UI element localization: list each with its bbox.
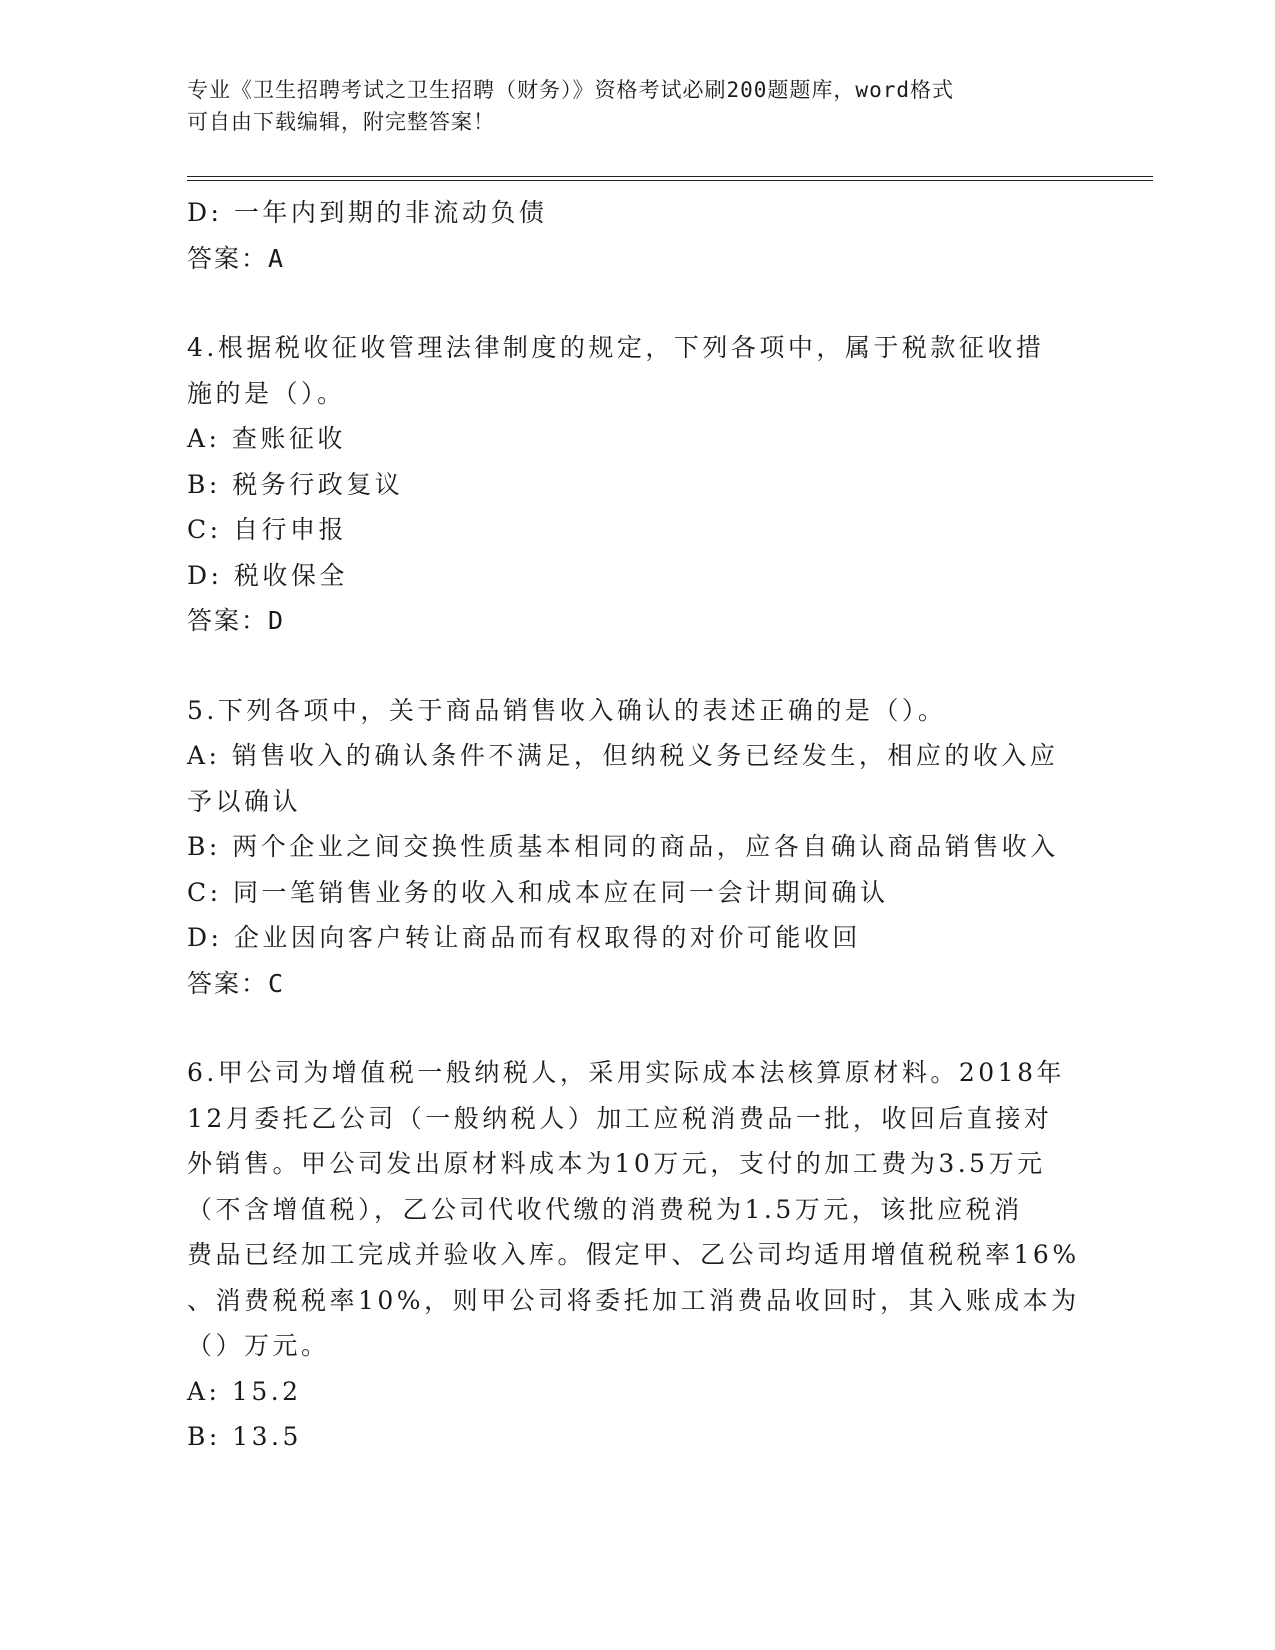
- q5-option-a-line-1: A: 销售收入的确认条件不满足，但纳税义务已经发生，相应的收入应: [187, 741, 1059, 770]
- q3-answer-value: A: [268, 243, 286, 273]
- spacer: [187, 1006, 1087, 1050]
- q6-stem-line-4: （不含增值税），乙公司代收代缴的消费税为1.5万元，该批应税消: [187, 1194, 1023, 1224]
- q5-answer-label: 答案：: [187, 968, 269, 998]
- q5-option-c: C: 同一笔销售业务的收入和成本应在同一会计期间确认: [187, 877, 889, 907]
- q4-answer-value: D: [268, 606, 286, 635]
- q4-option-c: C: 自行申报: [187, 515, 347, 544]
- q5-option-b: B: 两个企业之间交换性质基本相同的商品，应各自确认商品销售收入: [187, 832, 1059, 861]
- q4-option-b: B: 税务行政复议: [187, 469, 404, 499]
- q4-answer: [187, 598, 1087, 644]
- q5-answer-value: C: [268, 968, 286, 998]
- question-content: [187, 190, 1087, 1460]
- q5-option-a-line-2: 予以确认: [187, 786, 302, 816]
- q3-answer: [187, 236, 1087, 282]
- q4-stem-line-2: 施的是（）。: [187, 378, 346, 408]
- q6-stem-line-1: 6.甲公司为增值税一般纳税人，采用实际成本法核算原材料。2018年: [187, 1058, 1065, 1087]
- q6-stem-line-6: 、消费税税率10%，则甲公司将委托加工消费品收回时，其入账成本为: [187, 1285, 1080, 1315]
- q3-answer-label: 答案：: [187, 243, 269, 273]
- q6-stem-line-2: 12月委托乙公司（一般纳税人）加工应税消费品一批，收回后直接对: [187, 1103, 1053, 1133]
- q4-option-a: A: 查账征收: [187, 424, 346, 453]
- q6-option-b: B: 13.5: [187, 1422, 302, 1451]
- header-title-line-1: 专业《卫生招聘考试之卫生招聘（财务）》资格考试必刷200题题库，word格式: [187, 78, 954, 102]
- q5-option-d: D: 企业因向客户转让商品而有权取得的对价可能收回: [187, 923, 861, 952]
- q6-stem-line-3: 外销售。甲公司发出原材料成本为10万元，支付的加工费为3.5万元: [187, 1149, 1046, 1178]
- q4-stem-line-1: 4.根据税收征收管理法律制度的规定，下列各项中，属于税款征收措: [187, 333, 1045, 362]
- header-title-line-2: 可自由下载编辑，附完整答案！: [187, 110, 495, 134]
- q4-option-d: D: 税收保全: [187, 560, 348, 590]
- header-divider: [187, 176, 1153, 181]
- q5-stem-line-1: 5.下列各项中，关于商品销售收入确认的表述正确的是（）。: [187, 695, 947, 725]
- q3-option-d: D: 一年内到期的非流动负债: [187, 198, 548, 227]
- q6-stem-line-5: 费品已经加工完成并验收入库。假定甲、乙公司均适用增值税税率16%: [187, 1240, 1080, 1269]
- document-header: [187, 74, 1067, 138]
- spacer: [187, 281, 1087, 325]
- q5-answer: [187, 961, 1087, 1007]
- q6-stem-line-7: （）万元。: [187, 1331, 330, 1360]
- q4-answer-label: 答案：: [187, 606, 269, 635]
- q6-option-a: A: 15.2: [187, 1376, 302, 1406]
- spacer: [187, 644, 1087, 688]
